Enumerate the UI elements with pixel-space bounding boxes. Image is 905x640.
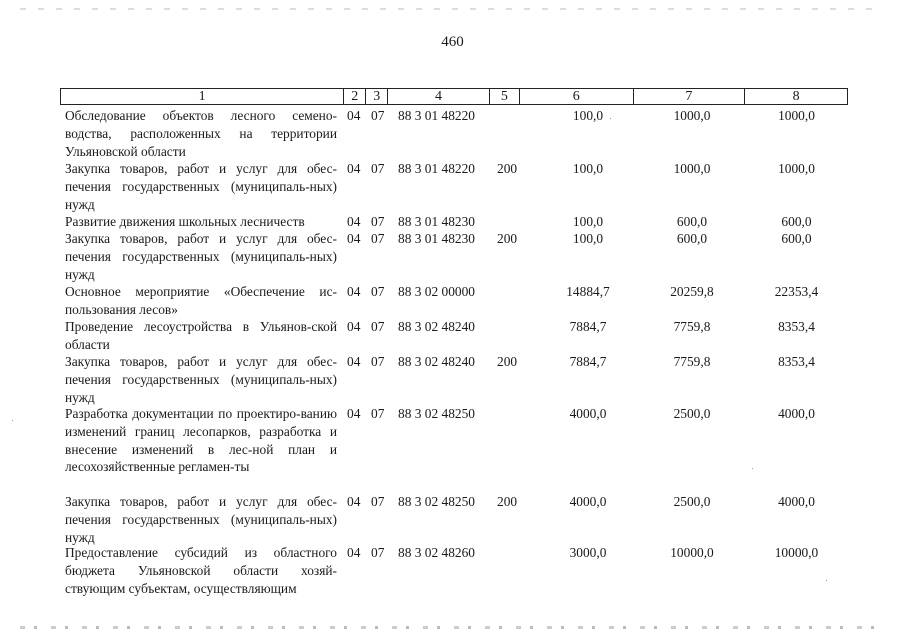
scan-edge-bottom — [20, 626, 880, 629]
row-code: 88 3 02 48260 — [398, 545, 475, 560]
row-type: 200 — [497, 161, 518, 176]
row-section: 04 — [347, 284, 361, 299]
header-col-5: 5 — [490, 89, 520, 104]
page-number: 460 — [441, 34, 464, 50]
scan-speck — [826, 580, 827, 581]
row-code: 88 3 01 48230 — [398, 214, 475, 229]
row-name: Основное мероприятие «Обеспечение ис-пользования лесов» — [65, 284, 337, 317]
row-value-7: 10000,0 — [670, 545, 714, 560]
header-col-2: 2 — [344, 89, 366, 104]
row-name: Обследование объектов лесного семено-водства, расположенных на территории Ульяновской области — [65, 108, 337, 159]
row-name: Разработка документации по проектиро-ванию изменений границ лесопарков, разработка и внесение изменений в лес-ной план и лесохозяйственные регламен-ты — [65, 406, 337, 475]
row-name: Закупка товаров, работ и услуг для обес-печения государственных (муниципаль-ных) нужд — [65, 354, 337, 405]
row-subsection: 07 — [371, 319, 385, 334]
row-code: 88 3 01 48220 — [398, 161, 475, 176]
row-section: 04 — [347, 545, 361, 560]
row-type: 200 — [497, 231, 518, 246]
row-section: 04 — [347, 231, 361, 246]
row-subsection: 07 — [371, 545, 385, 560]
row-subsection: 07 — [371, 354, 385, 369]
row-value-6: 100,0 — [572, 231, 604, 246]
row-value-6: 14884,7 — [566, 284, 610, 299]
header-col-1: 1 — [61, 89, 344, 104]
row-value-7: 600,0 — [676, 214, 708, 229]
scan-speck — [752, 468, 753, 469]
row-code: 88 3 02 48250 — [398, 406, 475, 421]
row-type: 200 — [497, 354, 518, 369]
row-value-6: 4000,0 — [569, 406, 607, 421]
row-name: Закупка товаров, работ и услуг для обес-печения государственных (муниципаль-ных) нужд — [65, 231, 337, 282]
row-value-8: 600,0 — [781, 231, 812, 246]
row-value-8: 600,0 — [781, 214, 812, 229]
row-subsection: 07 — [371, 406, 385, 421]
row-section: 04 — [347, 494, 361, 509]
row-value-7: 2500,0 — [673, 494, 711, 509]
row-value-6: 100,0 — [572, 214, 604, 229]
row-value-8: 4000,0 — [778, 494, 815, 509]
row-name: Предоставление субсидий из областного бюджета Ульяновской области хозяй-ствующим субъектам, осуществляющим — [65, 545, 337, 596]
row-subsection: 07 — [371, 231, 385, 246]
scan-edge-top — [20, 8, 880, 10]
row-section: 04 — [347, 406, 361, 421]
row-subsection: 07 — [371, 108, 385, 123]
row-value-6: 7884,7 — [569, 319, 607, 334]
row-value-6: 100,0 — [572, 108, 604, 123]
row-name: Закупка товаров, работ и услуг для обес-печения государственных (муниципаль-ных) нужд — [65, 161, 337, 212]
row-subsection: 07 — [371, 284, 385, 299]
row-code: 88 3 01 48230 — [398, 231, 475, 246]
row-value-6: 4000,0 — [569, 494, 607, 509]
row-value-7: 600,0 — [676, 231, 708, 246]
row-code: 88 3 02 00000 — [398, 284, 475, 299]
row-value-7: 1000,0 — [673, 108, 711, 123]
row-value-8: 8353,4 — [778, 319, 815, 334]
row-value-6: 100,0 — [572, 161, 604, 176]
row-value-8: 1000,0 — [778, 108, 815, 123]
row-value-8: 10000,0 — [774, 545, 819, 560]
row-code: 88 3 02 48240 — [398, 319, 475, 334]
header-col-3: 3 — [366, 89, 388, 104]
header-col-4: 4 — [388, 89, 490, 104]
row-section: 04 — [347, 108, 361, 123]
scan-speck — [610, 118, 611, 119]
table-header — [60, 88, 848, 105]
row-name: Развитие движения школьных лесничеств — [65, 214, 305, 229]
row-value-7: 2500,0 — [673, 406, 711, 421]
row-section: 04 — [347, 354, 361, 369]
row-code: 88 3 02 48250 — [398, 494, 475, 509]
row-section: 04 — [347, 214, 361, 229]
row-section: 04 — [347, 161, 361, 176]
row-value-7: 20259,8 — [670, 284, 714, 299]
scan-speck — [12, 420, 13, 421]
row-subsection: 07 — [371, 161, 385, 176]
row-value-8: 22353,4 — [774, 284, 819, 299]
header-col-6: 6 — [520, 89, 634, 104]
row-name: Закупка товаров, работ и услуг для обес-печения государственных (муниципаль-ных) нужд — [65, 494, 337, 545]
row-type: 200 — [497, 494, 518, 509]
row-value-7: 7759,8 — [673, 319, 711, 334]
row-value-6: 7884,7 — [569, 354, 607, 369]
row-value-8: 1000,0 — [778, 161, 815, 176]
row-name: Проведение лесоустройства в Ульянов-ской области — [65, 319, 337, 352]
header-col-7: 7 — [634, 89, 746, 104]
row-code: 88 3 02 48240 — [398, 354, 475, 369]
row-value-6: 3000,0 — [569, 545, 607, 560]
header-col-8: 8 — [792, 89, 800, 104]
row-value-8: 4000,0 — [778, 406, 815, 421]
row-value-7: 7759,8 — [673, 354, 711, 369]
row-code: 88 3 01 48220 — [398, 108, 475, 123]
row-value-8: 8353,4 — [778, 354, 815, 369]
row-subsection: 07 — [371, 494, 385, 509]
row-subsection: 07 — [371, 214, 385, 229]
row-section: 04 — [347, 319, 361, 334]
row-value-7: 1000,0 — [673, 161, 711, 176]
